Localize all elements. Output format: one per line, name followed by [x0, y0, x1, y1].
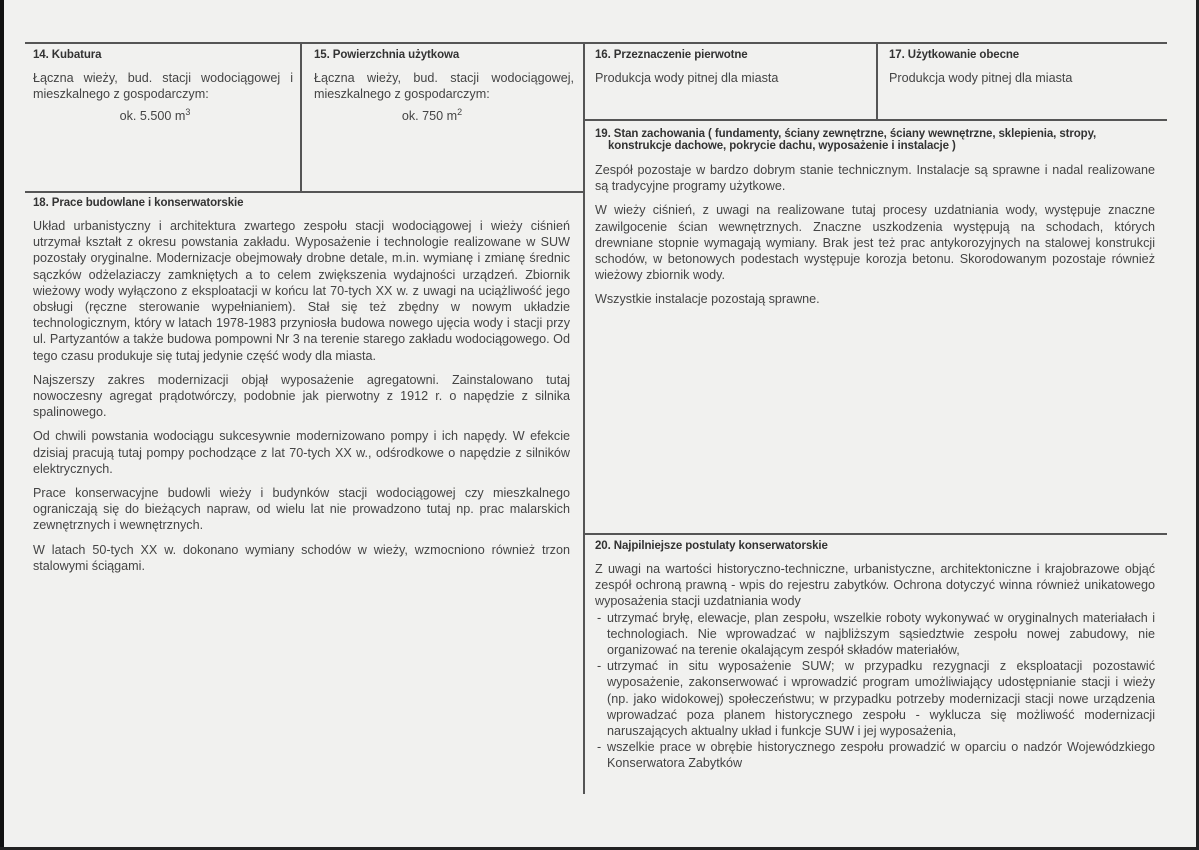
section-14-description: Łączna wieży, bud. stacji wodociągowej i mieszkalnego z gospodarczym:	[33, 71, 293, 102]
section-15-powierzchnia	[314, 49, 574, 125]
section-19-paragraph: Wszystkie instalacje pozostają sprawne.	[595, 292, 820, 307]
table-top-border	[25, 42, 1167, 44]
section-20-postulaty	[595, 540, 1155, 772]
section-20-bullet: - utrzymać bryłę, elewacje, plan zespołu, wszelkie roboty wykonywać w oryginalnych materiałach i technologiach. Nie wprowadzać w najbliższym sąsiedztwie zespołu nowej zabudowy, nie organizować na terenie okalającym zespół składów materiałów,	[595, 610, 1155, 659]
section-18-body	[33, 218, 570, 574]
section-15-value: ok. 750 $m^2$	[401, 107, 463, 124]
section-20-bullet: - utrzymać in situ wyposażenie SUW; w przypadku rezygnacji z eksploatacji pozostawić wyposażenie, zakonserwować i wprowadzić program umożliwiający udostępnianie stacji i wieży (np. jako widokowej) społeczeństwu; w przypadku potrzeby modernizacji stacji nowe urządzenia wprowadzać poza planem historycznego zespołu - wyklucza się możliwość modernizacji naruszających aktualny układ i funkcje SUW i jej wyposażenia,	[595, 658, 1155, 739]
section-16-text: Produkcja wody pitnej dla miasta	[595, 71, 779, 85]
divider-above-20	[584, 533, 1167, 535]
section-15-description: Łączna wieży, bud. stacji wodociągowej, mieszkalnego z gospodarczym:	[314, 71, 574, 102]
section-20-bullet: - wszelkie prace w obrębie historycznego zespołu prowadzić w oparciu o nadzór Wojewódzkiego Konserwatora Zabytków	[595, 739, 1155, 771]
section-19-paragraph: W wieży ciśnień, z uwagi na realizowane tutaj procesy uzdatniania wody, występuje znaczne zawilgocenie ścian wewnętrznych. Znaczne uszkodzenia występują na schodach, których drewniane stopnie wymagają wymiany. Brak jest też prac antykorozyjnych na stalowej konstrukcji schodów, w betonowych podestach występuje korozja betonu. Skorodowanym pozostaje również wieżowy zbiornik wody.	[595, 203, 1155, 283]
section-19-body	[595, 162, 1155, 308]
section-17-title: 17. Użytkowanie obecne	[889, 49, 1020, 61]
section-14-value: ok. 5.500 $m^3$	[119, 107, 191, 124]
section-19-title	[595, 128, 1155, 152]
section-20-title: 20. Najpilniejsze postulaty konserwatorskie	[595, 540, 828, 552]
section-14-kubatura	[33, 49, 293, 125]
divider-16-17	[876, 42, 878, 120]
section-14-title: 14. Kubatura	[33, 49, 102, 61]
section-19-title-line2: konstrukcje dachowe, pokrycie dachu, wyposażenie i instalacje )	[608, 140, 956, 152]
section-20-intro: Z uwagi na wartości historyczno-techniczne, urbanistyczne, architektoniczne i krajobrazowe objąć zespół ochroną prawną - wpis do rejestru zabytków. Ochrona dotyczyć winna również unikatowego wyposażenia stacji uzdatniania wody	[595, 562, 1155, 609]
section-15-title: 15. Powierzchnia użytkowa	[314, 49, 460, 61]
divider-left-right	[583, 42, 585, 794]
page-frame-left	[0, 0, 4, 850]
section-18-title: 18. Prace budowlane i konserwatorskie	[33, 197, 244, 209]
section-18-paragraph: W latach 50-tych XX w. dokonano wymiany schodów w wieży, wzmocniono również trzon stalowymi ściągami.	[33, 542, 570, 573]
section-17-uzytkowanie	[889, 49, 1159, 86]
section-18-paragraph: Najszerszy zakres modernizacji objął wyposażenie agregatowni. Zainstalowano tutaj nowoczesny agregat prądotwórczy, podobnie jak pierwotny z 1912 r. o napędzie z silnika spalinowego.	[33, 372, 570, 420]
divider-above-18	[25, 191, 584, 193]
section-18-paragraph: Układ urbanistyczny i architektura zwartego zespołu stacji wodociągowej i wieży ciśnień utrzymał kształt z okresu powstania zakładu. Wyposażenie i technologie realizowane w SUW pozostały oryginalne. Modernizacje obejmowały drobne detale, m.in. wymianę i zmianę średnic sączków odżelaziaczy zamkniętych a to celem zwiększenia wydajności urządzeń. Zbiornik wieżowy wody wyłączono z eksploatacji w końcu lat 70-tych XX w. z uwagi na uciążliwość jego obsługi (ręczne sterowanie wypełnianiem). Stał się też zbędny w nowym układzie technologicznym, który w latach 1978-1983 przyniosła budowa nowego ujęcia wody i stacji przy ul. Partyzantów a także budowa pompowni Nr 3 na terenie starego zakładu wodociągowego. Od tego czasu produkuje się tutaj jedynie część wody dla miasta.	[33, 219, 570, 363]
section-17-text: Produkcja wody pitnej dla miasta	[889, 71, 1073, 85]
section-19-paragraph: Zespół pozostaje w bardzo dobrym stanie technicznym. Instalacje są sprawne i nadal realizowane są tradycyjne programy użytkowe.	[595, 163, 1155, 194]
section-19-title-line1: 19. Stan zachowania ( fundamenty, ściany zewnętrzne, ściany wewnętrzne, sklepienia, stropy,	[595, 128, 1097, 140]
section-16-title: 16. Przeznaczenie pierwotne	[595, 49, 748, 61]
section-18-paragraph: Od chwili powstania wodociągu sukcesywnie modernizowano pompy i ich napędy. W efekcie dzisiaj pracują tutaj pompy pochodzące z lat 70-tych XX w., odśrodkowe o napędzie z silników elektrycznych.	[33, 429, 570, 476]
section-18-paragraph: Prace konserwacyjne budowli wieży i budynków stacji wodociągowej czy mieszkalnego ograniczają się do bieżących napraw, od wielu lat nie prowadzono tutaj np. prac malarskich zewnętrznych i wewnętrznych.	[33, 486, 570, 533]
section-19-stan	[595, 128, 1155, 316]
section-18-prace	[33, 197, 570, 582]
divider-above-19	[584, 119, 1167, 121]
section-20-body	[595, 561, 1155, 772]
divider-14-15	[300, 42, 302, 192]
section-16-przeznaczenie	[595, 49, 865, 86]
